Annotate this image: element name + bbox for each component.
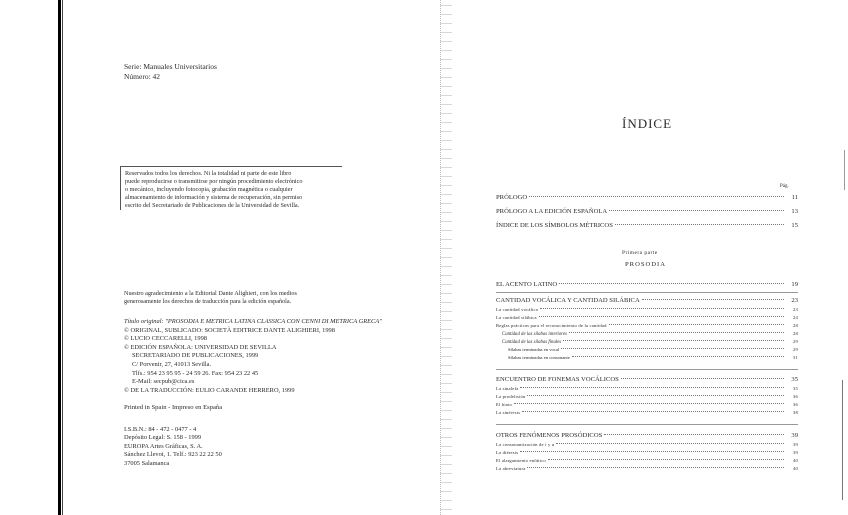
toc-entry-label: ÍNDICE DE LOS SÍMBOLOS MÉTRICOS <box>496 222 613 229</box>
toc-entry-page: 19 <box>791 281 798 288</box>
toc-entry-label: Cantidad de las sílabas finales <box>502 340 562 345</box>
toc-leader <box>609 324 784 325</box>
toc-entry-page: 24 <box>793 315 798 320</box>
toc-leader <box>548 459 784 460</box>
toc-entry-label: ENCUENTRO DE FONEMAS VOCÁLICOS <box>496 376 619 383</box>
rights-reserved-box <box>120 166 342 210</box>
translation-copyright: © DE LA TRADUCCIÓN: EULIO CARANDE HERRERO, 1999 <box>124 386 295 394</box>
printer-line: EUROPA Artes Gráficas, S. A. <box>124 442 203 450</box>
toc-entry <box>496 208 798 215</box>
right-page <box>452 0 848 515</box>
toc-entry <box>496 432 798 439</box>
toc-subentry <box>496 402 798 407</box>
toc-subentry <box>496 458 798 463</box>
toc-entry-label: La abreviatura <box>496 466 526 471</box>
notice-line: Nuestro agradecimiento a la Editorial Dante Alighieri, con los medios <box>124 290 297 297</box>
page-edge-mark <box>844 150 845 190</box>
toc-entry-page: 29 <box>793 347 798 352</box>
toc-entry-label: La diéresis <box>496 450 519 455</box>
copyright-line: © ORIGINAL, SUBLICADO: SOCIETÀ EDITRICE DANTE ALIGHIERI, 1998 <box>124 326 335 334</box>
toc-entry-page: 36 <box>793 402 798 407</box>
toc-subentry <box>496 315 798 320</box>
toc-entry-label: La consonantización de i y u <box>496 442 555 447</box>
toc-entry-page: 28 <box>793 331 798 336</box>
copyright-line: © EDICIÓN ESPAÑOLA: UNIVERSIDAD DE SEVILLA <box>124 343 277 351</box>
toc-entry-page: 31 <box>793 355 798 360</box>
legal-deposit-line: Depósito Legal: S. 158 - 1999 <box>124 434 202 442</box>
toc-entry-page: 29 <box>793 339 798 344</box>
toc-entry-page: 39 <box>793 442 798 447</box>
toc-entry-page: 13 <box>791 208 798 215</box>
divider <box>496 369 798 370</box>
page-edge-mark <box>58 0 61 515</box>
toc-entry-label: PRÓLOGO A LA EDICIÓN ESPAÑOLA <box>496 208 608 215</box>
address-line: C/ Porvenir, 27, 41013 Sevilla. <box>132 360 212 368</box>
email-line: E-Mail: secpub@cica.es <box>132 378 195 386</box>
toc-leader <box>540 308 784 309</box>
toc-entry-label: Sílabas terminadas en consonante <box>508 355 570 360</box>
page-edge-mark <box>62 0 63 515</box>
phone-line: Tlfs.: 954 23 95 95 - 24 59 26. Fax: 954 23 22 45 <box>132 369 259 377</box>
toc-entry <box>496 376 798 383</box>
toc-leader <box>556 443 784 444</box>
toc-leader <box>615 224 784 225</box>
toc-leader <box>642 299 784 300</box>
toc-leader <box>520 387 784 388</box>
rights-line: puede reproducirse o transmitirse por ningún procedimiento electrónico <box>125 178 303 185</box>
toc-leader <box>522 411 784 412</box>
copyright-block <box>124 318 382 395</box>
toc-entry-label: CANTIDAD VOCÁLICA Y CANTIDAD SILÁBICA <box>496 297 640 304</box>
index-title: ÍNDICE <box>622 116 673 131</box>
rights-line: almacenamiento de información y sistema de recuperación, sin permiso <box>125 194 303 201</box>
toc-subentry <box>496 410 798 415</box>
toc-entry-page: 23 <box>793 307 798 312</box>
rights-line: Reservados todos los derechos. Ni la totalidad ni parte de este libro <box>125 170 292 177</box>
toc-leader <box>604 434 784 435</box>
toc-entry-label: PRÓLOGO <box>496 194 528 201</box>
toc-entry-label: El alargamiento enfático <box>496 458 546 463</box>
toc-entry-page: 23 <box>791 297 798 304</box>
series-info <box>124 62 217 82</box>
rights-line: escrito del Secretariado de Publicaciones de la Universidad de Sevilla. <box>125 202 300 209</box>
toc-subentry <box>496 450 798 455</box>
toc-entry-page: 35 <box>793 386 798 391</box>
toc-leader <box>529 196 784 197</box>
toc-entry <box>496 281 798 288</box>
toc-leader <box>527 395 784 396</box>
toc-leader <box>572 356 784 357</box>
printer-address-line: Sánchez Llevot, 1. Telf.: 923 22 22 50 <box>124 451 222 459</box>
rights-line: o mecánico, incluyendo fotocopia, grabación magnética o cualquier <box>125 186 293 193</box>
toc-leader <box>520 451 784 452</box>
toc-entry-label: El hiato <box>496 402 513 407</box>
original-title: Título original: "PROSODIA E METRICA LATINA CLASSICA CON CENNI DI METRICA GRECA" <box>124 318 382 325</box>
toc-entry-page: 36 <box>793 394 798 399</box>
toc-subentry <box>502 339 798 345</box>
printed-in: Printed in Spain - Impreso en España <box>124 404 223 411</box>
toc-subentry <box>496 323 798 328</box>
toc-leader <box>569 332 784 333</box>
toc-entry-label: Sílabas terminadas en vocal <box>508 347 560 352</box>
part-name: PROSODIA <box>625 261 666 268</box>
toc-entry-label: La cantidad vocálica <box>496 307 539 312</box>
toc-entry-label: La cantidad silábica <box>496 315 537 320</box>
part-kicker: Primera parte <box>622 250 658 256</box>
toc-entry-page: 40 <box>793 458 798 463</box>
toc-leader <box>527 467 784 468</box>
toc-entry <box>496 222 798 229</box>
series-number: Número: 42 <box>124 72 161 81</box>
divider <box>496 424 798 425</box>
toc-leader <box>514 403 784 404</box>
toc-subentry <box>496 442 798 447</box>
page-edge-mark <box>842 380 843 500</box>
toc-entry-label: La sinéresis <box>496 410 521 415</box>
toc-entry-page: 28 <box>793 323 798 328</box>
toc-entry-page: 39 <box>791 432 798 439</box>
printer-city-line: 37005 Salamanca <box>124 459 170 467</box>
toc-leader <box>559 283 784 284</box>
notice-line: generosamente los derechos de traducción para la edición española. <box>124 298 292 305</box>
toc-subentry <box>496 386 798 391</box>
isbn-line: I.S.B.N.: 84 - 472 - 0477 - 4 <box>124 426 197 433</box>
copyright-line: SECRETARIADO DE PUBLICACIONES, 1999 <box>132 352 259 360</box>
copyright-line: © LUCIO CECCARELLI, 1998 <box>124 335 207 343</box>
toc-entry-page: 38 <box>793 410 798 415</box>
toc-subentry <box>496 394 798 399</box>
toc-subentry <box>496 466 798 471</box>
divider <box>496 292 798 293</box>
acknowledgement-notice <box>124 290 297 306</box>
toc-entry <box>496 297 798 304</box>
toc-entry-label: La prodelisión <box>496 394 526 399</box>
toc-leader <box>561 348 784 349</box>
toc-subentry <box>508 347 798 352</box>
toc-leader <box>609 210 784 211</box>
toc-leader <box>621 378 784 379</box>
toc-leader <box>539 316 784 317</box>
toc-entry-page: 11 <box>791 194 798 201</box>
toc-entry-label: OTROS FENÓMENOS PROSÓDICOS <box>496 432 603 439</box>
toc-leader <box>563 340 784 341</box>
series-name: Serie: Manuales Universitarios <box>124 62 217 71</box>
page-column-label: Pág. <box>780 184 789 189</box>
toc-subentry <box>502 331 798 337</box>
toc-subentry <box>508 355 798 360</box>
toc-entry-label: La sinalefa <box>496 386 519 391</box>
toc-subentry <box>496 307 798 312</box>
toc-entry-page: 15 <box>791 222 798 229</box>
toc-entry-label: Reglas prácticas para el reconocimiento de la cantidad <box>496 323 607 328</box>
toc-entry-page: 39 <box>793 450 798 455</box>
toc-entry-page: 35 <box>791 376 798 383</box>
toc-entry-label: Cantidad de las sílabas interiores <box>502 332 567 337</box>
toc-entry-page: 40 <box>793 466 798 471</box>
toc-entry <box>496 194 798 201</box>
toc-entry-label: EL ACENTO LATINO <box>496 281 558 288</box>
isbn-block <box>124 426 222 468</box>
